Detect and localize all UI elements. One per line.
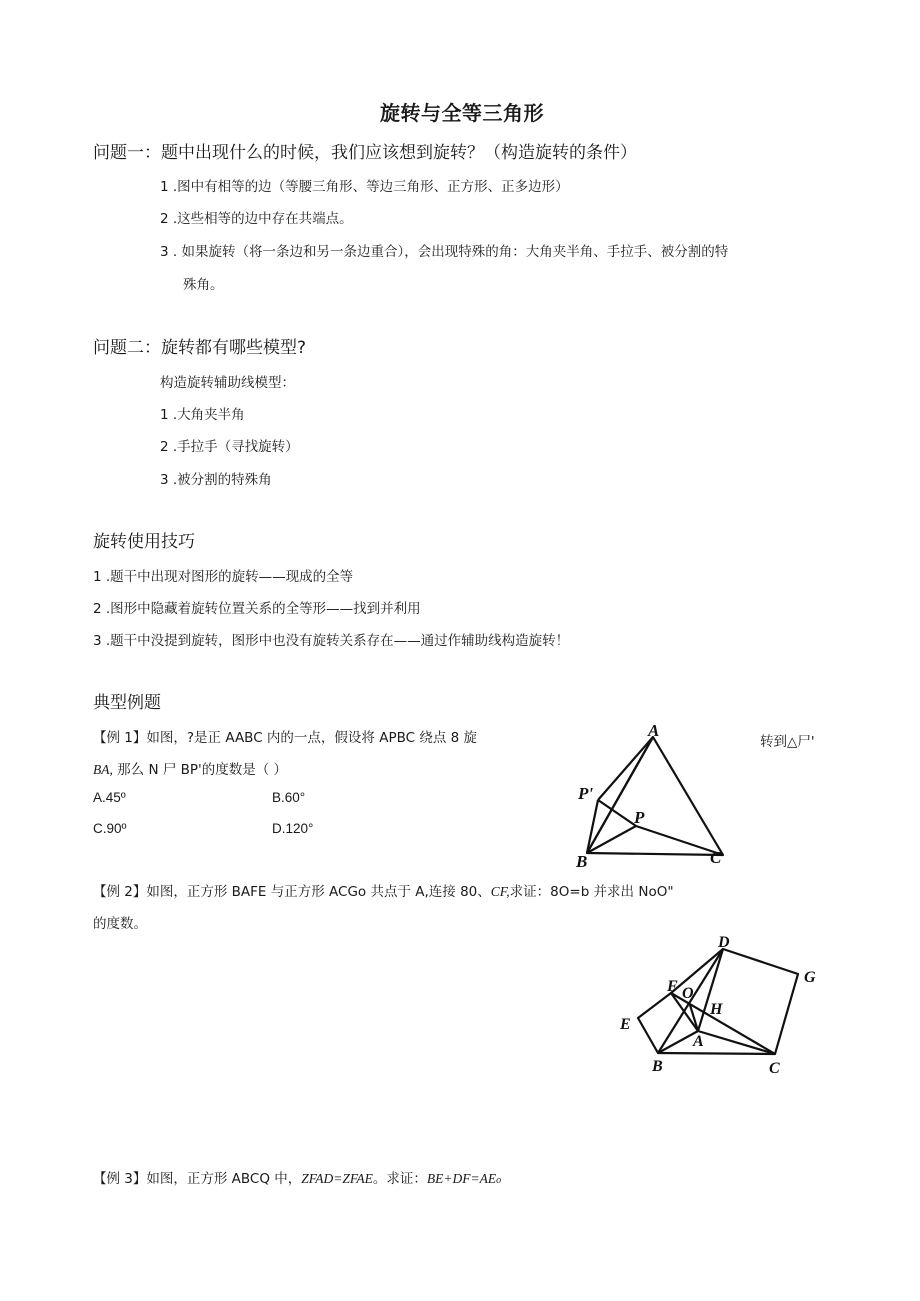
example-2-line-1-post: 求证：8O=b 并求出 NoO" [509,884,674,900]
option-a: A.45º [93,790,126,805]
tip-item-text: .图形中隐藏着旋转位置关系的全等形——找到并利用 [105,601,421,617]
label-c: C [769,1060,780,1077]
tips-heading: 旋转使用技巧 [93,532,195,552]
tip-item-3 [93,629,569,649]
example-3-line [93,1167,501,1187]
q1-item-num: 1 [160,179,169,195]
example-3-pre: 【例 3】如图，正方形 ABCQ 中， [93,1171,302,1187]
segment-p1a [598,737,653,800]
q1-item-num: 3 [160,244,169,260]
example-3-italic-1: ZFAD=ZFAE [301,1171,373,1186]
label-a: A [648,721,660,740]
label-p: P [634,808,645,827]
q2-item-text: .被分割的特殊角 [172,472,272,488]
q1-item-text: . 如果旋转（将一条边和另一条边重合），会出现特殊的角：大角夹半角、手拉手、被分割的特 [172,244,729,260]
option-c: C.90º [93,821,127,836]
tip-item-text: .题干中没提到旋转，图形中也没有旋转关系存在——通过作辅助线构造旋转！ [105,633,570,649]
example-3-italic-2: BE+DF=AE [426,1171,497,1186]
label-o: O [682,985,694,1002]
label-h: H [710,1001,723,1018]
label-e: E [620,1016,631,1033]
examples-heading: 典型例题 [93,693,161,713]
label-f: F [667,978,678,995]
example-1-line-2 [93,758,287,778]
example-2-line-2: 的度数。 [93,916,147,932]
example-1-line-1-right: 转到△尸' [760,734,815,750]
example-1-italic: BA, [93,762,113,777]
q2-item-text: .大角夹半角 [172,407,245,423]
example-3-end: o [496,1175,502,1186]
example-1-figure [570,718,740,870]
label-g: G [804,969,816,986]
tip-item-1 [93,565,353,585]
option-d: D.120° [272,821,314,836]
q2-item-3 [160,468,272,488]
label-p-prime: P' [578,784,594,803]
triangle-abc [587,737,723,855]
q1-item-2 [160,207,353,227]
q1-item-text: .图中有相等的边（等腰三角形、等边三角形、正方形、正多边形） [172,179,569,195]
segment-bc [658,1053,775,1054]
segment-fc [671,993,775,1054]
label-a: A [693,1033,704,1050]
q2-item-2 [160,435,299,455]
label-c: C [710,848,722,867]
q1-item-3-continuation: 殊角。 [183,277,224,293]
example-1-line-2-text: 那么 N 尸 BP'的度数是（ ） [112,762,288,778]
tip-item-2 [93,597,421,617]
label-b: B [652,1058,663,1075]
page-title: 旋转与全等三角形 [380,101,544,125]
q2-item-text: .手拉手（寻找旋转） [172,439,299,455]
q2-intro: 构造旋转辅助线模型： [160,375,295,391]
q1-item-num: 2 [160,211,169,227]
q2-item-num: 1 [160,407,169,423]
q1-item-3 [160,240,728,260]
q2-item-num: 2 [160,439,169,455]
example-1-line-1: 【例 1】如图，?是正 AABC 内的一点，假设将 APBC 绕点 8 旋 [93,730,478,746]
tip-item-num: 3 [93,633,102,649]
example-2-italic: CF, [490,884,510,899]
example-2-figure [610,928,830,1083]
example-2-line-1 [93,880,674,900]
tip-item-text: .题干中出现对图形的旋转——现成的全等 [105,569,354,585]
example-2-line-1-pre: 【例 2】如图，正方形 BAFE 与正方形 ACGo 共点于 A,连接 80、 [93,884,491,900]
tip-item-num: 1 [93,569,102,585]
example-3-mid: 。求证： [372,1171,427,1187]
q2-item-1 [160,403,245,423]
tip-item-num: 2 [93,601,102,617]
question-one-heading: 问题一：题中出现什么的时候，我们应该想到旋转？（构造旋转的条件） [93,143,637,163]
label-b: B [576,852,588,870]
option-b: B.60° [272,790,306,805]
q1-item-1 [160,175,569,195]
q2-item-num: 3 [160,472,169,488]
label-d: D [718,934,730,951]
question-two-heading: 问题二：旋转都有哪些模型? [93,338,307,358]
q1-item-text: .这些相等的边中存在共端点。 [172,211,353,227]
